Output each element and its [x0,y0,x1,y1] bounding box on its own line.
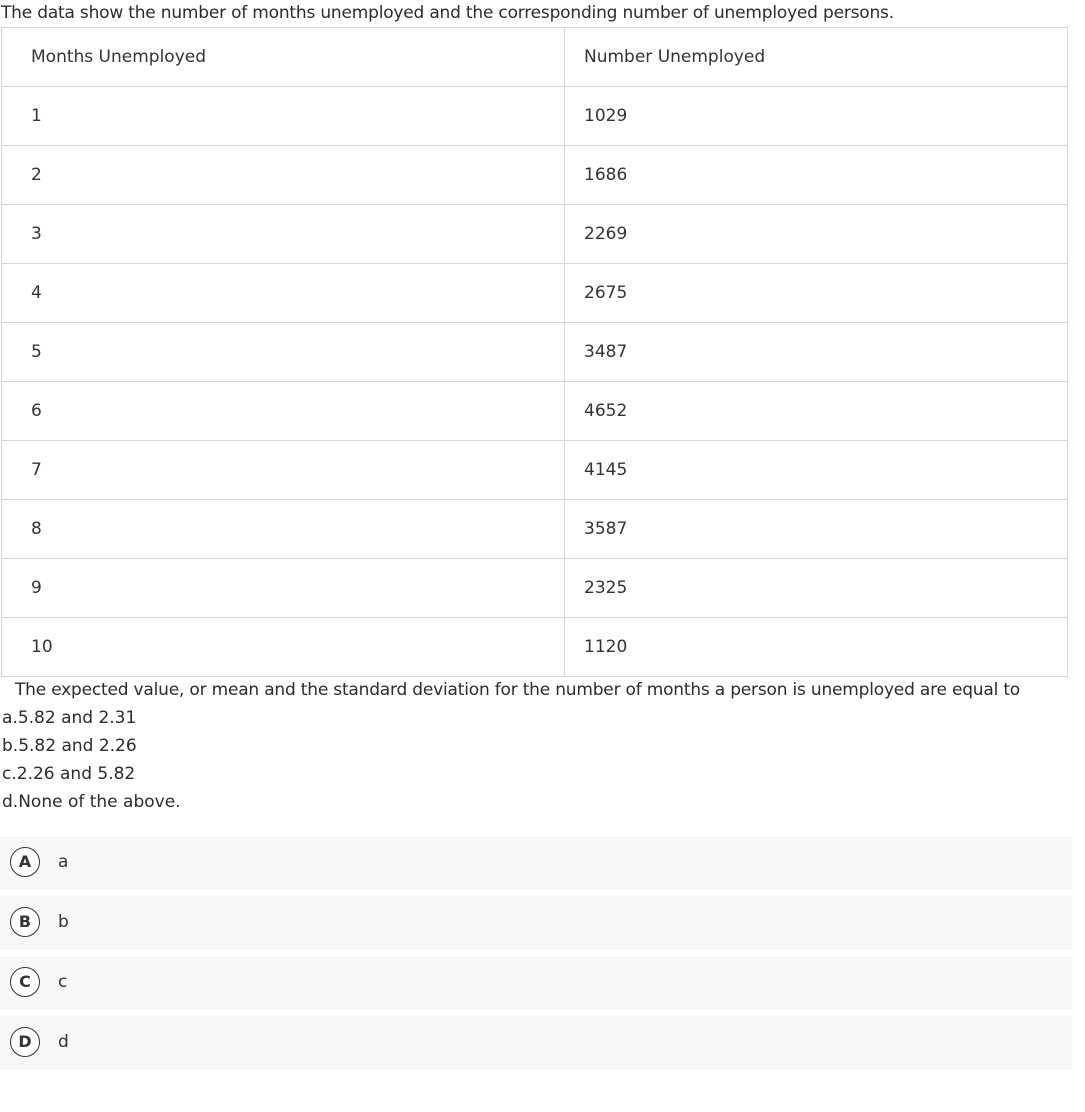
question-text: The expected value, or mean and the standard deviation for the number of months a person is unemployed are equal to [15,680,1020,700]
option-text-d: d.None of the above. [2,792,181,812]
data-table [1,27,1068,677]
cell-months: 4 [2,264,565,323]
table-header-row [2,28,1068,87]
table-row [2,87,1068,146]
cell-number: 3587 [565,500,1068,559]
choice-badge-a: A [10,847,40,877]
choice-label-d: d [58,1032,69,1052]
table-row [2,618,1068,677]
cell-months: 10 [2,618,565,677]
option-text-a: a.5.82 and 2.31 [2,708,137,728]
header-number: Number Unemployed [565,28,1068,87]
cell-number: 4145 [565,441,1068,500]
cell-number: 3487 [565,323,1068,382]
table-row [2,264,1068,323]
table-row [2,146,1068,205]
cell-number: 4652 [565,382,1068,441]
cell-months: 6 [2,382,565,441]
choice-label-a: a [58,852,69,872]
choice-badge-b: B [10,907,40,937]
choice-label-b: b [58,912,69,932]
cell-months: 2 [2,146,565,205]
cell-number: 1686 [565,146,1068,205]
cell-months: 5 [2,323,565,382]
header-months: Months Unemployed [2,28,565,87]
table-row [2,441,1068,500]
cell-number: 2269 [565,205,1068,264]
cell-months: 7 [2,441,565,500]
cell-number: 1029 [565,87,1068,146]
intro-text: The data show the number of months unemployed and the corresponding number of unemployed persons. [1,3,894,23]
table-row [2,559,1068,618]
choice-label-c: c [58,972,68,992]
choice-a[interactable] [0,836,1072,890]
choice-d[interactable] [0,1016,1072,1070]
cell-months: 8 [2,500,565,559]
cell-number: 1120 [565,618,1068,677]
choice-b[interactable] [0,896,1072,950]
cell-months: 3 [2,205,565,264]
table-row [2,205,1068,264]
choice-badge-d: D [10,1027,40,1057]
option-text-b: b.5.82 and 2.26 [2,736,137,756]
table-row [2,382,1068,441]
table-row [2,500,1068,559]
cell-number: 2325 [565,559,1068,618]
cell-months: 9 [2,559,565,618]
option-text-c: c.2.26 and 5.82 [2,764,136,784]
choice-c[interactable] [0,956,1072,1010]
table-row [2,323,1068,382]
cell-months: 1 [2,87,565,146]
choice-badge-c: C [10,967,40,997]
cell-number: 2675 [565,264,1068,323]
